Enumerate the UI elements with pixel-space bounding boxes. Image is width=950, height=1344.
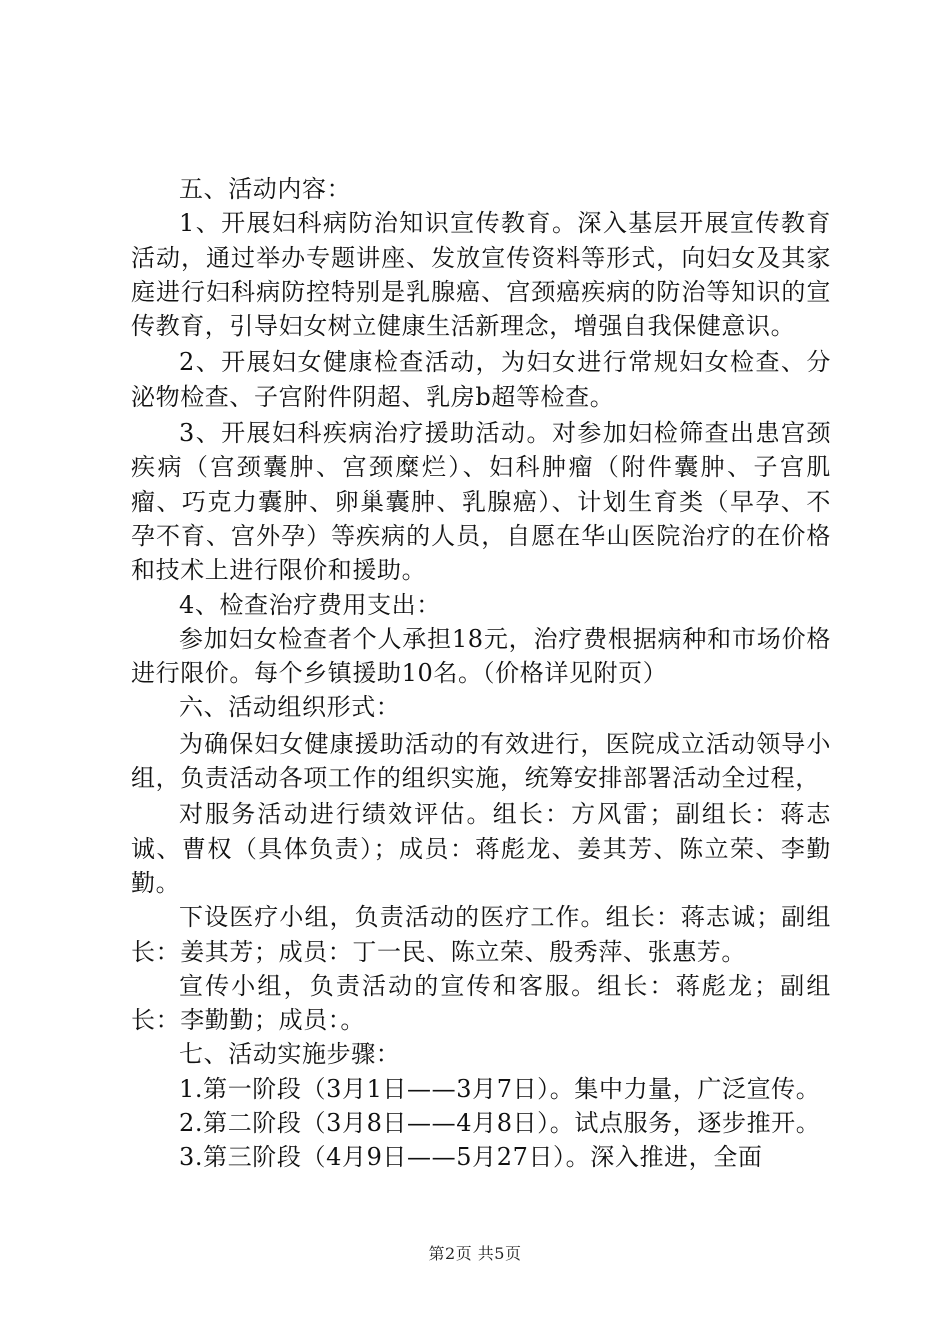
section-heading-activity-content: 五、活动内容： [179,175,352,203]
paragraph-stage-3: 3.第三阶段（4月9日——5月27日）。深入推进，全面 [179,1143,763,1172]
paragraph-item-1: 1、开展妇科病防治知识宣传教育。深入基层开展宣传教育活动，通过举办专题讲座、发放宣传资料等形式，向妇女及其家庭进行妇科病防控特别是乳腺癌、宫颈癌疾病的防治等知识的宣传教育，引导妇女树立健康生活新理念，增强自我保健意识。 [131,209,831,341]
paragraph-fees: 参加妇女检查者个人承担18元，治疗费根据病种和市场价格进行限价。每个乡镇援助10名。（价格详见附页） [131,624,831,688]
paragraph-stage-2: 2.第二阶段（3月8日——4月8日）。试点服务，逐步推开。 [179,1109,821,1138]
paragraph-item-3: 3、开展妇科疾病治疗援助活动。对参加妇检筛查出患宫颈疾病（宫颈囊肿、宫颈糜烂）、妇科肿瘤（附件囊肿、子宫肌瘤、巧克力囊肿、卵巢囊肿、乳腺癌）、计划生育类（早孕、不孕不育、宫外孕）等疾病的人员，自愿在华山医院治疗的在价格和技术上进行限价和援助。 [131,419,831,585]
paragraph-stage-1: 1.第一阶段（3月1日——3月7日）。集中力量，广泛宣传。 [179,1074,821,1103]
paragraph-publicity-group: 宣传小组，负责活动的宣传和客服。组长：蒋彪龙；副组长：李勤勤；成员：。 [131,971,831,1035]
section-heading-organization: 六、活动组织形式： [179,693,401,722]
page-number-footer: 第2页 共5页 [428,1244,522,1263]
paragraph-evaluation: 对服务活动进行绩效评估。组长：方风雷；副组长：蒋志诚、曹权（具体负责）；成员：蒋彪龙、姜其芳、陈立荣、李勤勤。 [131,800,831,897]
paragraph-leadership-group: 为确保妇女健康援助活动的有效进行，医院成立活动领导小组，负责活动各项工作的组织实施，统筹安排部署活动全过程， [131,729,831,793]
paragraph-item-2: 2、开展妇女健康检查活动，为妇女进行常规妇女检查、分泌物检查、子宫附件阴超、乳房b超等检查。 [131,348,831,411]
document-body [131,172,831,1175]
section-heading-implementation-steps: 七、活动实施步骤： [179,1040,401,1069]
paragraph-medical-group: 下设医疗小组，负责活动的医疗工作。组长：蒋志诚；副组长：姜其芳；成员：丁一民、陈立荣、殷秀萍、张惠芳。 [131,903,831,966]
paragraph-item-4: 4、检查治疗费用支出： [179,590,441,619]
